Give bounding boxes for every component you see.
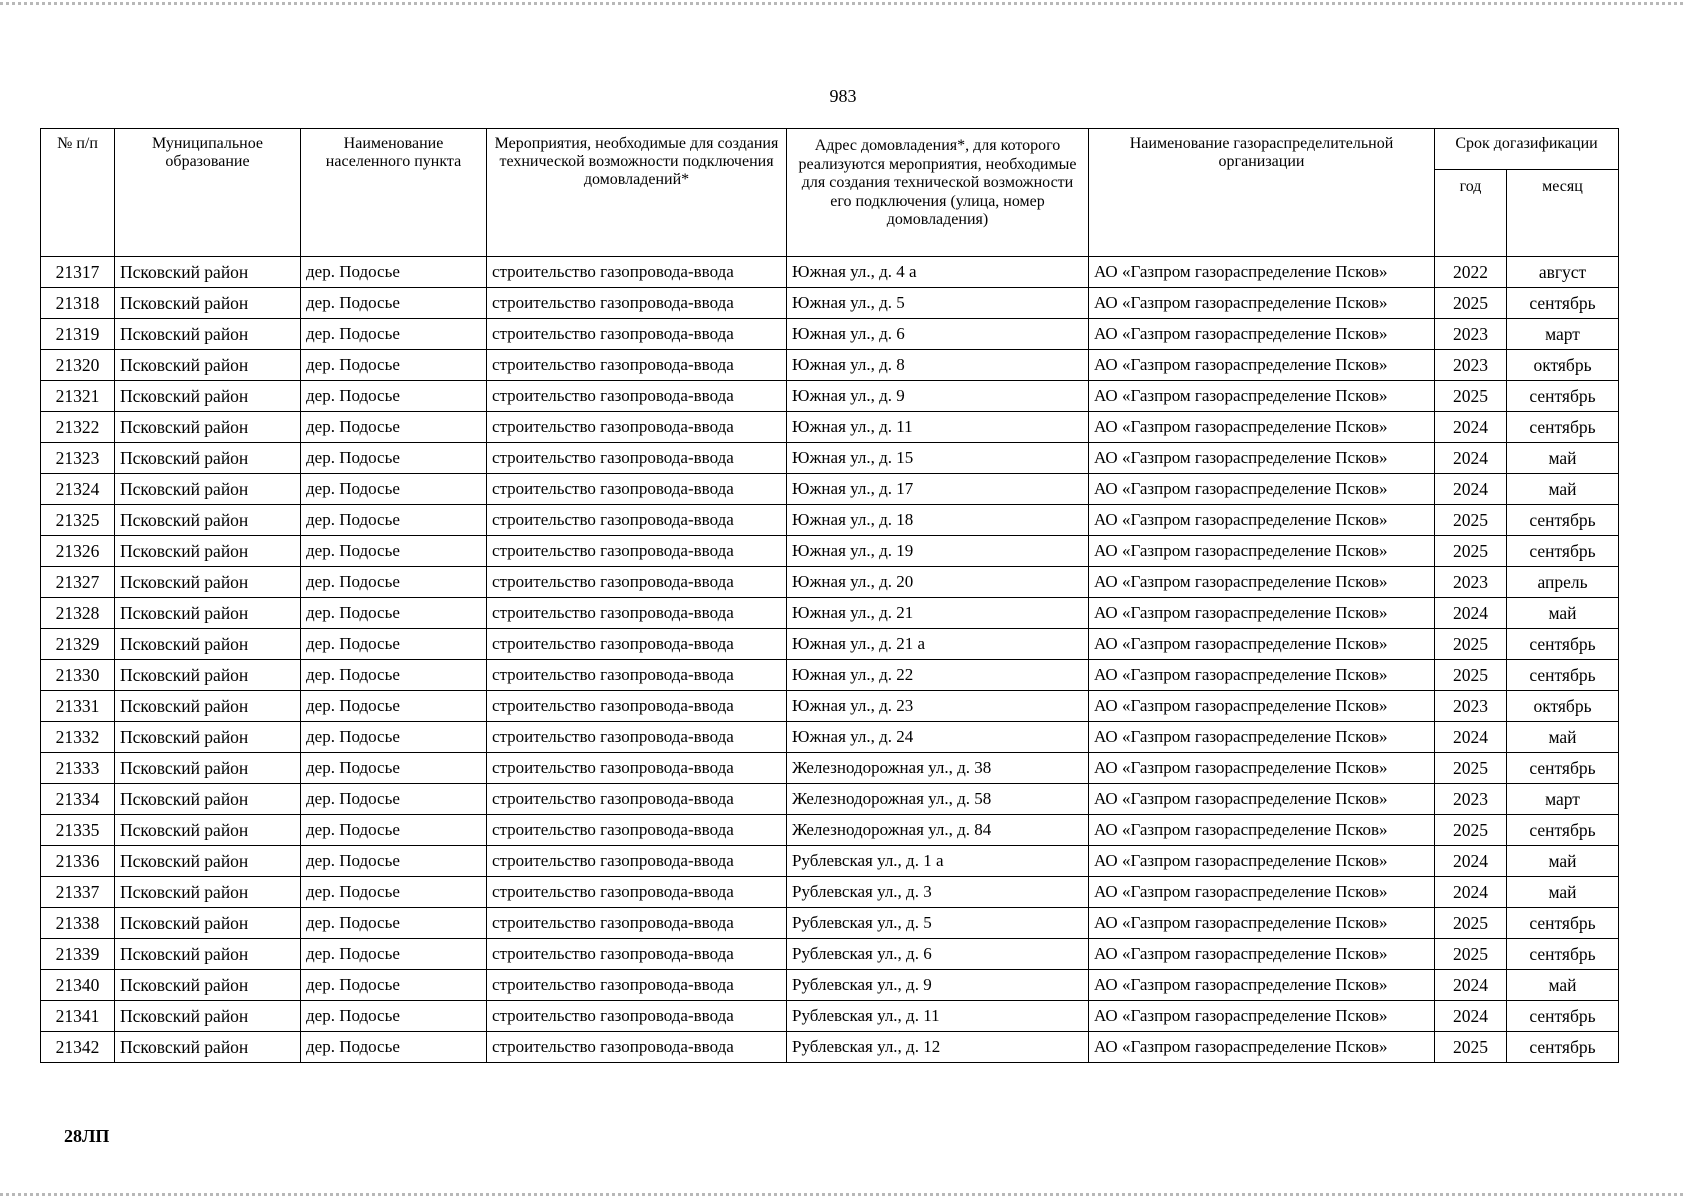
cell-measure: строительство газопровода-ввода <box>487 319 787 350</box>
cell-measure: строительство газопровода-ввода <box>487 567 787 598</box>
cell-municipality: Псковский район <box>115 536 301 567</box>
cell-settlement: дер. Подосье <box>301 567 487 598</box>
cell-num: 21335 <box>41 815 115 846</box>
cell-address: Южная ул., д. 18 <box>787 505 1089 536</box>
cell-month: сентябрь <box>1507 660 1619 691</box>
cell-measure: строительство газопровода-ввода <box>487 660 787 691</box>
table-row <box>41 722 1619 753</box>
cell-address: Южная ул., д. 21 <box>787 598 1089 629</box>
cell-month: сентябрь <box>1507 505 1619 536</box>
cell-settlement: дер. Подосье <box>301 598 487 629</box>
cell-organization: АО «Газпром газораспределение Псков» <box>1089 660 1435 691</box>
cell-num: 21319 <box>41 319 115 350</box>
cell-month: май <box>1507 598 1619 629</box>
cell-measure: строительство газопровода-ввода <box>487 257 787 288</box>
cell-year: 2025 <box>1435 1032 1507 1063</box>
cell-settlement: дер. Подосье <box>301 288 487 319</box>
cell-year: 2023 <box>1435 567 1507 598</box>
cell-year: 2023 <box>1435 350 1507 381</box>
cell-address: Рублевская ул., д. 3 <box>787 877 1089 908</box>
cell-municipality: Псковский район <box>115 598 301 629</box>
cell-address: Железнодорожная ул., д. 58 <box>787 784 1089 815</box>
cell-month: май <box>1507 474 1619 505</box>
cell-measure: строительство газопровода-ввода <box>487 412 787 443</box>
cell-num: 21340 <box>41 970 115 1001</box>
cell-organization: АО «Газпром газораспределение Псков» <box>1089 784 1435 815</box>
cell-settlement: дер. Подосье <box>301 474 487 505</box>
cell-settlement: дер. Подосье <box>301 660 487 691</box>
cell-year: 2025 <box>1435 660 1507 691</box>
cell-num: 21333 <box>41 753 115 784</box>
cell-measure: строительство газопровода-ввода <box>487 970 787 1001</box>
cell-year: 2024 <box>1435 598 1507 629</box>
cell-organization: АО «Газпром газораспределение Псков» <box>1089 753 1435 784</box>
cell-num: 21327 <box>41 567 115 598</box>
cell-organization: АО «Газпром газораспределение Псков» <box>1089 908 1435 939</box>
cell-measure: строительство газопровода-ввода <box>487 846 787 877</box>
header-organization: Наименование газораспределительной организации <box>1089 129 1435 257</box>
cell-num: 21336 <box>41 846 115 877</box>
cell-year: 2023 <box>1435 784 1507 815</box>
cell-organization: АО «Газпром газораспределение Псков» <box>1089 691 1435 722</box>
cell-municipality: Псковский район <box>115 412 301 443</box>
cell-year: 2025 <box>1435 381 1507 412</box>
cell-settlement: дер. Подосье <box>301 753 487 784</box>
cell-num: 21337 <box>41 877 115 908</box>
cell-organization: АО «Газпром газораспределение Псков» <box>1089 846 1435 877</box>
cell-settlement: дер. Подосье <box>301 257 487 288</box>
header-year: год <box>1435 170 1507 257</box>
cell-num: 21324 <box>41 474 115 505</box>
cell-year: 2025 <box>1435 815 1507 846</box>
cell-municipality: Псковский район <box>115 350 301 381</box>
table-row <box>41 319 1619 350</box>
cell-month: март <box>1507 784 1619 815</box>
table-row <box>41 877 1619 908</box>
cell-organization: АО «Газпром газораспределение Псков» <box>1089 815 1435 846</box>
table-row <box>41 660 1619 691</box>
cell-municipality: Псковский район <box>115 505 301 536</box>
cell-month: сентябрь <box>1507 753 1619 784</box>
cell-year: 2024 <box>1435 846 1507 877</box>
cell-municipality: Псковский район <box>115 1001 301 1032</box>
cell-month: сентябрь <box>1507 1001 1619 1032</box>
header-row-top <box>41 129 1619 170</box>
cell-address: Южная ул., д. 24 <box>787 722 1089 753</box>
cell-settlement: дер. Подосье <box>301 629 487 660</box>
table-row <box>41 939 1619 970</box>
cell-organization: АО «Газпром газораспределение Псков» <box>1089 443 1435 474</box>
table-body <box>41 257 1619 1063</box>
cell-month: сентябрь <box>1507 908 1619 939</box>
cell-municipality: Псковский район <box>115 319 301 350</box>
header-municipality: Муниципальное образование <box>115 129 301 257</box>
cell-month: сентябрь <box>1507 939 1619 970</box>
cell-num: 21318 <box>41 288 115 319</box>
cell-measure: строительство газопровода-ввода <box>487 350 787 381</box>
cell-address: Южная ул., д. 19 <box>787 536 1089 567</box>
cell-organization: АО «Газпром газораспределение Псков» <box>1089 567 1435 598</box>
cell-month: май <box>1507 722 1619 753</box>
cell-settlement: дер. Подосье <box>301 784 487 815</box>
cell-settlement: дер. Подосье <box>301 908 487 939</box>
table-row <box>41 908 1619 939</box>
cell-address: Южная ул., д. 8 <box>787 350 1089 381</box>
table-row <box>41 288 1619 319</box>
cell-year: 2024 <box>1435 474 1507 505</box>
cell-month: май <box>1507 877 1619 908</box>
cell-organization: АО «Газпром газораспределение Псков» <box>1089 877 1435 908</box>
cell-month: сентябрь <box>1507 536 1619 567</box>
header-month: месяц <box>1507 170 1619 257</box>
cell-measure: строительство газопровода-ввода <box>487 908 787 939</box>
cell-month: май <box>1507 970 1619 1001</box>
cell-num: 21325 <box>41 505 115 536</box>
scan-bottom-edge <box>0 1193 1686 1196</box>
cell-num: 21339 <box>41 939 115 970</box>
cell-organization: АО «Газпром газораспределение Псков» <box>1089 288 1435 319</box>
cell-settlement: дер. Подосье <box>301 412 487 443</box>
cell-address: Рублевская ул., д. 5 <box>787 908 1089 939</box>
cell-num: 21342 <box>41 1032 115 1063</box>
cell-year: 2025 <box>1435 908 1507 939</box>
cell-municipality: Псковский район <box>115 660 301 691</box>
table-row <box>41 815 1619 846</box>
cell-organization: АО «Газпром газораспределение Псков» <box>1089 381 1435 412</box>
cell-settlement: дер. Подосье <box>301 722 487 753</box>
cell-settlement: дер. Подосье <box>301 877 487 908</box>
cell-month: сентябрь <box>1507 288 1619 319</box>
cell-address: Железнодорожная ул., д. 38 <box>787 753 1089 784</box>
cell-address: Южная ул., д. 6 <box>787 319 1089 350</box>
cell-month: март <box>1507 319 1619 350</box>
cell-address: Рублевская ул., д. 1 а <box>787 846 1089 877</box>
cell-address: Южная ул., д. 22 <box>787 660 1089 691</box>
cell-settlement: дер. Подосье <box>301 505 487 536</box>
cell-municipality: Псковский район <box>115 629 301 660</box>
cell-settlement: дер. Подосье <box>301 1032 487 1063</box>
cell-month: май <box>1507 443 1619 474</box>
cell-organization: АО «Газпром газораспределение Псков» <box>1089 629 1435 660</box>
table-row <box>41 474 1619 505</box>
cell-year: 2024 <box>1435 443 1507 474</box>
cell-year: 2024 <box>1435 1001 1507 1032</box>
cell-measure: строительство газопровода-ввода <box>487 877 787 908</box>
header-measures: Мероприятия, необходимые для создания технической возможности подключения домовладений* <box>487 129 787 257</box>
cell-month: август <box>1507 257 1619 288</box>
cell-measure: строительство газопровода-ввода <box>487 815 787 846</box>
cell-measure: строительство газопровода-ввода <box>487 474 787 505</box>
page-number: 983 <box>829 86 857 106</box>
cell-year: 2025 <box>1435 753 1507 784</box>
cell-month: октябрь <box>1507 350 1619 381</box>
cell-month: апрель <box>1507 567 1619 598</box>
cell-organization: АО «Газпром газораспределение Псков» <box>1089 350 1435 381</box>
table-row <box>41 505 1619 536</box>
cell-municipality: Псковский район <box>115 877 301 908</box>
table-row <box>41 443 1619 474</box>
header-address: Адрес домовладения*, для которого реализуются мероприятия, необходимые для создания технической возможности его подключения (улица, номер домовладения) <box>787 129 1089 257</box>
cell-year: 2022 <box>1435 257 1507 288</box>
cell-municipality: Псковский район <box>115 722 301 753</box>
cell-measure: строительство газопровода-ввода <box>487 598 787 629</box>
cell-municipality: Псковский район <box>115 784 301 815</box>
cell-municipality: Псковский район <box>115 381 301 412</box>
cell-organization: АО «Газпром газораспределение Псков» <box>1089 257 1435 288</box>
cell-municipality: Псковский район <box>115 753 301 784</box>
cell-organization: АО «Газпром газораспределение Псков» <box>1089 598 1435 629</box>
table-row <box>41 412 1619 443</box>
cell-num: 21338 <box>41 908 115 939</box>
cell-organization: АО «Газпром газораспределение Псков» <box>1089 474 1435 505</box>
cell-measure: строительство газопровода-ввода <box>487 505 787 536</box>
cell-num: 21328 <box>41 598 115 629</box>
cell-address: Южная ул., д. 20 <box>787 567 1089 598</box>
cell-year: 2023 <box>1435 319 1507 350</box>
cell-measure: строительство газопровода-ввода <box>487 753 787 784</box>
table-row <box>41 629 1619 660</box>
cell-measure: строительство газопровода-ввода <box>487 1001 787 1032</box>
cell-measure: строительство газопровода-ввода <box>487 381 787 412</box>
cell-organization: АО «Газпром газораспределение Псков» <box>1089 1001 1435 1032</box>
table-row <box>41 257 1619 288</box>
cell-organization: АО «Газпром газораспределение Псков» <box>1089 1032 1435 1063</box>
cell-month: октябрь <box>1507 691 1619 722</box>
cell-measure: строительство газопровода-ввода <box>487 536 787 567</box>
cell-settlement: дер. Подосье <box>301 815 487 846</box>
cell-settlement: дер. Подосье <box>301 1001 487 1032</box>
cell-address: Южная ул., д. 17 <box>787 474 1089 505</box>
cell-measure: строительство газопровода-ввода <box>487 443 787 474</box>
table-row <box>41 536 1619 567</box>
cell-month: сентябрь <box>1507 1032 1619 1063</box>
cell-measure: строительство газопровода-ввода <box>487 722 787 753</box>
cell-municipality: Псковский район <box>115 815 301 846</box>
cell-settlement: дер. Подосье <box>301 970 487 1001</box>
cell-address: Южная ул., д. 5 <box>787 288 1089 319</box>
header-num: № п/п <box>41 129 115 257</box>
cell-settlement: дер. Подосье <box>301 350 487 381</box>
table-row <box>41 691 1619 722</box>
cell-year: 2025 <box>1435 939 1507 970</box>
cell-measure: строительство газопровода-ввода <box>487 784 787 815</box>
cell-year: 2025 <box>1435 536 1507 567</box>
table-row <box>41 784 1619 815</box>
cell-municipality: Псковский район <box>115 567 301 598</box>
cell-organization: АО «Газпром газораспределение Псков» <box>1089 939 1435 970</box>
cell-address: Южная ул., д. 21 а <box>787 629 1089 660</box>
cell-address: Южная ул., д. 23 <box>787 691 1089 722</box>
scan-top-edge <box>0 2 1686 5</box>
cell-num: 21317 <box>41 257 115 288</box>
cell-num: 21321 <box>41 381 115 412</box>
cell-measure: строительство газопровода-ввода <box>487 691 787 722</box>
cell-month: май <box>1507 846 1619 877</box>
cell-settlement: дер. Подосье <box>301 939 487 970</box>
table-row <box>41 381 1619 412</box>
cell-municipality: Псковский район <box>115 1032 301 1063</box>
cell-address: Южная ул., д. 15 <box>787 443 1089 474</box>
cell-address: Южная ул., д. 9 <box>787 381 1089 412</box>
cell-month: сентябрь <box>1507 381 1619 412</box>
cell-organization: АО «Газпром газораспределение Псков» <box>1089 722 1435 753</box>
cell-month: сентябрь <box>1507 815 1619 846</box>
cell-municipality: Псковский район <box>115 474 301 505</box>
cell-year: 2024 <box>1435 412 1507 443</box>
cell-address: Рублевская ул., д. 11 <box>787 1001 1089 1032</box>
cell-year: 2024 <box>1435 877 1507 908</box>
cell-municipality: Псковский район <box>115 257 301 288</box>
cell-month: сентябрь <box>1507 412 1619 443</box>
cell-municipality: Псковский район <box>115 846 301 877</box>
cell-year: 2025 <box>1435 288 1507 319</box>
cell-measure: строительство газопровода-ввода <box>487 1032 787 1063</box>
cell-organization: АО «Газпром газораспределение Псков» <box>1089 970 1435 1001</box>
cell-num: 21341 <box>41 1001 115 1032</box>
cell-measure: строительство газопровода-ввода <box>487 288 787 319</box>
cell-num: 21330 <box>41 660 115 691</box>
cell-settlement: дер. Подосье <box>301 691 487 722</box>
table-row <box>41 567 1619 598</box>
gasification-table <box>40 128 1619 1063</box>
table-row <box>41 970 1619 1001</box>
cell-settlement: дер. Подосье <box>301 443 487 474</box>
cell-organization: АО «Газпром газораспределение Псков» <box>1089 536 1435 567</box>
cell-settlement: дер. Подосье <box>301 319 487 350</box>
cell-num: 21334 <box>41 784 115 815</box>
footer-code: 28ЛП <box>64 1126 110 1146</box>
cell-municipality: Псковский район <box>115 691 301 722</box>
table-row <box>41 753 1619 784</box>
cell-num: 21320 <box>41 350 115 381</box>
cell-organization: АО «Газпром газораспределение Псков» <box>1089 412 1435 443</box>
cell-num: 21331 <box>41 691 115 722</box>
cell-municipality: Псковский район <box>115 908 301 939</box>
cell-year: 2024 <box>1435 970 1507 1001</box>
cell-settlement: дер. Подосье <box>301 381 487 412</box>
cell-year: 2024 <box>1435 722 1507 753</box>
table-row <box>41 350 1619 381</box>
cell-settlement: дер. Подосье <box>301 846 487 877</box>
cell-num: 21326 <box>41 536 115 567</box>
cell-year: 2025 <box>1435 505 1507 536</box>
cell-municipality: Псковский район <box>115 288 301 319</box>
cell-num: 21332 <box>41 722 115 753</box>
table-row <box>41 598 1619 629</box>
header-settlement: Наименование населенного пункта <box>301 129 487 257</box>
cell-address: Рублевская ул., д. 9 <box>787 970 1089 1001</box>
cell-address: Южная ул., д. 11 <box>787 412 1089 443</box>
cell-settlement: дер. Подосье <box>301 536 487 567</box>
table-row <box>41 1032 1619 1063</box>
cell-municipality: Псковский район <box>115 443 301 474</box>
cell-month: сентябрь <box>1507 629 1619 660</box>
cell-num: 21322 <box>41 412 115 443</box>
cell-year: 2023 <box>1435 691 1507 722</box>
cell-municipality: Псковский район <box>115 970 301 1001</box>
table-header <box>41 129 1619 257</box>
cell-address: Рублевская ул., д. 6 <box>787 939 1089 970</box>
table-row <box>41 846 1619 877</box>
cell-address: Рублевская ул., д. 12 <box>787 1032 1089 1063</box>
cell-organization: АО «Газпром газораспределение Псков» <box>1089 505 1435 536</box>
table-row <box>41 1001 1619 1032</box>
cell-municipality: Псковский район <box>115 939 301 970</box>
cell-num: 21329 <box>41 629 115 660</box>
cell-measure: строительство газопровода-ввода <box>487 939 787 970</box>
cell-organization: АО «Газпром газораспределение Псков» <box>1089 319 1435 350</box>
cell-year: 2025 <box>1435 629 1507 660</box>
cell-address: Железнодорожная ул., д. 84 <box>787 815 1089 846</box>
header-term: Срок догазификации <box>1435 129 1619 170</box>
cell-address: Южная ул., д. 4 а <box>787 257 1089 288</box>
cell-num: 21323 <box>41 443 115 474</box>
cell-measure: строительство газопровода-ввода <box>487 629 787 660</box>
